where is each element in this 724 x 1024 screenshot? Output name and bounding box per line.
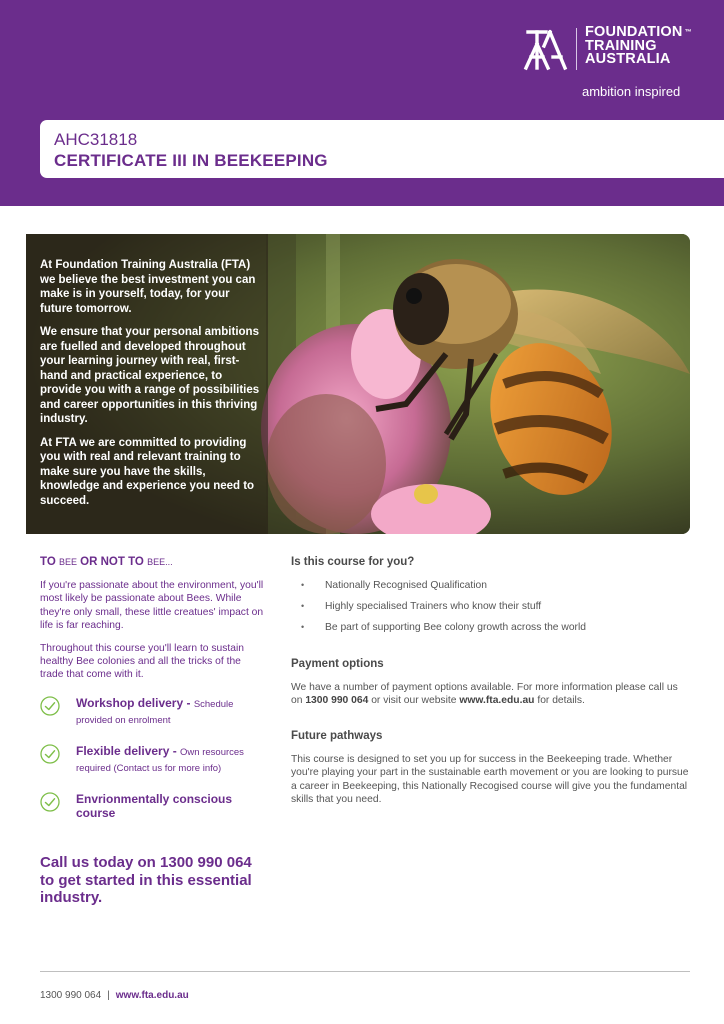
feature-item	[40, 744, 265, 776]
course-for-you-heading: Is this course for you?	[291, 556, 415, 568]
footer-divider	[40, 971, 690, 972]
logo-line-3: AUSTRALIA	[585, 51, 671, 67]
cta-phone-line[interactable]: Call us today on 1300 990 064	[40, 854, 252, 871]
trademark-symbol: ™	[684, 29, 692, 36]
check-circle-icon	[40, 744, 60, 764]
payment-text-part: or visit our website	[368, 695, 460, 707]
course-benefits-list	[291, 579, 691, 634]
footer-website-link[interactable]: www.fta.edu.au	[115, 990, 189, 1001]
logo-wordmark	[585, 26, 692, 67]
payment-options-heading: Payment options	[291, 658, 384, 670]
hero-intro-text	[40, 258, 262, 517]
feature-list	[40, 696, 265, 820]
hero-paragraph: At FTA we are committed to providing you with real and relevant training to make sure you have the skills, knowledge and experience you need to succeed.	[40, 436, 255, 507]
logo-divider	[576, 28, 577, 70]
fta-logo[interactable]	[520, 26, 692, 72]
check-circle-icon	[40, 792, 60, 812]
feature-title: Flexible delivery -	[76, 743, 181, 758]
heading-part: TO	[40, 556, 59, 568]
feature-detail: Schedule provided on enrolment	[76, 698, 234, 726]
intro-paragraph: Throughout this course you'll learn to sustain healthy Bee colonies and all the tricks of the trade that come with it.	[40, 642, 245, 681]
feature-text	[76, 744, 265, 776]
course-code: AHC31818	[54, 130, 138, 149]
list-item: • Highly specialised Trainers who know their stuff	[291, 600, 691, 613]
fta-logo-mark-icon	[520, 26, 570, 72]
heading-part: OR NOT TO	[76, 556, 148, 568]
cta-line: to get started in this essential industry.	[40, 871, 252, 906]
hero-paragraph: At Foundation Training Australia (FTA) we believe the best investment you can make is in yourself, today, for your future tomorrow.	[40, 259, 256, 315]
payment-text-part: for details.	[534, 695, 585, 707]
payment-website-link[interactable]: www.fta.edu.au	[459, 695, 535, 707]
feature-title: Workshop delivery -	[76, 695, 194, 710]
list-item: • Be part of supporting Bee colony growth across the world	[291, 621, 691, 634]
feature-text	[76, 696, 265, 728]
heading-part: BEE	[58, 557, 77, 567]
feature-text	[76, 792, 265, 820]
right-column	[291, 556, 691, 828]
feature-title: Envrionmentally conscious course	[76, 791, 233, 820]
call-to-action	[40, 854, 280, 907]
payment-text-part: We have a number of payment options available. For more information please call us on	[291, 682, 678, 707]
left-column	[40, 556, 265, 836]
list-item: • Nationally Recognised Qualification	[291, 579, 691, 592]
logo-line-1: FOUNDATION	[585, 24, 683, 40]
heading-part: BEE...	[147, 557, 173, 567]
course-title: CERTIFICATE III IN BEEKEEPING	[54, 151, 328, 170]
footer-phone[interactable]: 1300 990 064	[40, 990, 102, 1001]
payment-phone[interactable]: 1300 990 064	[305, 695, 369, 707]
check-circle-icon	[40, 696, 60, 716]
footer-separator: |	[107, 990, 110, 1001]
tagline: ambition inspired	[582, 84, 681, 99]
footer	[40, 990, 189, 1001]
future-pathways-text: This course is designed to set you up for success in the Beekeeping trade. Whether you're playing your part in the sustainable earth movement or you are looking to pursue a career in Beekeeping, this Nationally Recogised course will give you the fundamental skills that you need.	[291, 753, 689, 806]
payment-options-text	[291, 681, 691, 708]
intro-paragraph: If you're passionate about the environment, you'll most likely be passionate about Bees. While they're only small, these little creatues' impact on life is far reaching.	[40, 580, 264, 632]
feature-detail: Own resources required (Contact us for more info)	[76, 746, 244, 774]
logo-line-2: TRAINING	[585, 37, 657, 54]
feature-item	[40, 792, 265, 820]
to-bee-heading	[40, 556, 265, 568]
hero-paragraph: We ensure that your personal ambitions are fuelled and developed throughout your learning journey with real, first-hand and practical experience, to provide you with a range of possibilities and career opportunities in this thriving industry.	[40, 326, 260, 425]
header-band	[0, 0, 724, 206]
future-pathways-heading: Future pathways	[291, 729, 383, 742]
feature-item	[40, 696, 265, 728]
hero-section	[26, 234, 690, 534]
course-title-card	[40, 120, 724, 178]
